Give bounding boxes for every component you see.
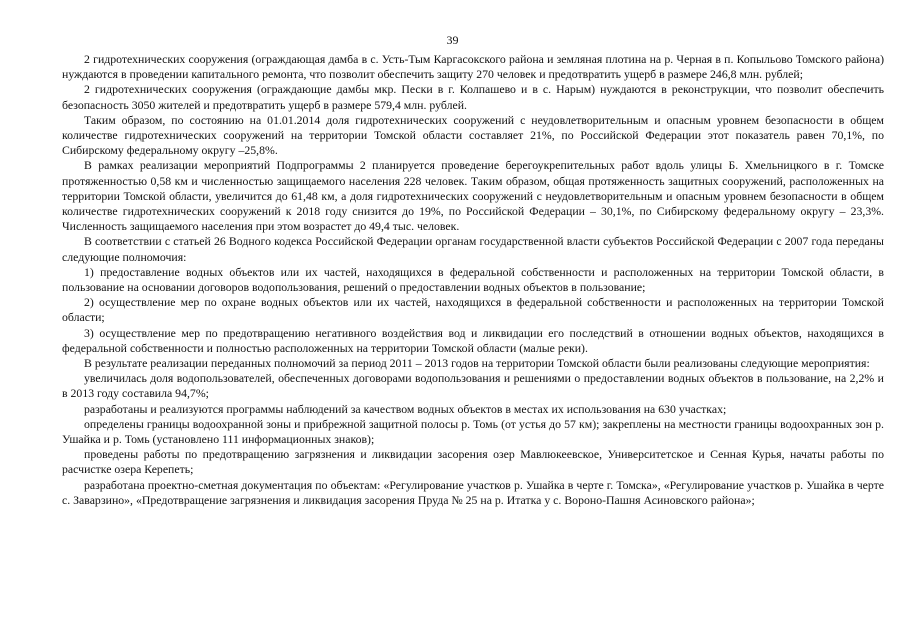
paragraph-3: Таким образом, по состоянию на 01.01.2014 доля гидротехнических сооружений с неудовлетворительным и опасным уровнем безопасности в общем количестве гидротехнических сооружений на территории Томской области составляет 21%, по Российской Федерации этот показатель равен 70,1%, по Сибирскому федеральному округу –25,8%. bbox=[62, 112, 884, 158]
paragraph-4: В рамках реализации мероприятий Подпрограммы 2 планируется проведение берегоукрепительных работ вдоль улицы Б. Хмельницкого в г. Томске протяженностью 0,58 км и численностью защищаемого населения 228 человек. Таким образом, общая протяженность защитных сооружений, расположенных на территории Томской области, увеличится до 61,48 км, а доля гидротехнических сооружений с неудовлетворительным и опасным уровнем безопасности в общем количестве гидротехнических сооружений к 2018 году снизится до 19%, по Российской Федерации – 30,1%, по Сибирскому федеральному округу – 23,3%. Численность защищаемого населения при этом возрастет до 49,4 тыс. человек. bbox=[62, 158, 884, 234]
list-item-2: 2) осуществление мер по охране водных объектов или их частей, находящихся в федеральной собственности и расположенных на территории Томской области; bbox=[62, 295, 884, 325]
paragraph-5: В соответствии с статьей 26 Водного кодекса Российской Федерации органам государственной власти субъектов Российской Федерации с 2007 года переданы следующие полномочия: bbox=[62, 234, 884, 264]
page-number: 39 bbox=[446, 33, 459, 47]
measure-item-1: увеличилась доля водопользователей, обеспеченных договорами водопользования и решениями о предоставлении водных объектов в пользование, на 2,2% и в 2013 году составила 94,7%; bbox=[62, 371, 884, 401]
paragraph-1: 2 гидротехнических сооружения (ограждающая дамба в с. Усть-Тым Каргасокского района и земляная плотина на р. Черная в п. Копыльово Томского района) нуждаются в проведении капитального ремонта, что позволит обеспечить защиту 270 человек и предотвратить ущерб в размере 246,8 млн. рублей; bbox=[62, 52, 884, 82]
measure-item-5: разработана проектно-сметная документация по объектам: «Регулирование участков р. Ушайка в черте г. Томска», «Регулирование участков р. Ушайка в черте с. Заварзино», «Предотвращение загрязнения и ликвидация засорения Пруда № 25 на р. Итатка у с. Вороно-Пашня Асиновского района»; bbox=[62, 477, 884, 507]
list-item-1: 1) предоставление водных объектов или их частей, находящихся в федеральной собственности и расположенных на территории Томской области, в пользование на основании договоров водопользования, решений о предоставлении водных объектов в пользование; bbox=[62, 264, 884, 295]
measure-item-3: определены границы водоохранной зоны и прибрежной защитной полосы р. Томь (от устья до 57 км); закреплены на местности границы водоохранных зон р. Ушайка и р. Томь (установлено 111 информационных знаков); bbox=[62, 416, 884, 447]
measure-item-4: проведены работы по предотвращению загрязнения и ликвидации засорения озер Мавлюкеевское, Университетское и Сенная Курья, начаты работы по расчистке озера Керепеть; bbox=[62, 447, 884, 477]
list-item-3: 3) осуществление мер по предотвращению негативного воздействия вод и ликвидации его последствий в отношении водных объектов, находящихся в федеральной собственности и полностью расположенных на территории Томской области (малые реки). bbox=[62, 325, 884, 355]
paragraph-2: 2 гидротехнических сооружения (ограждающие дамбы мкр. Пески в г. Колпашево и в с. Нарым) нуждаются в реконструкции, что позволит обеспечить безопасность 3050 жителей и предотвратить ущерб в размере 579,4 млн. рублей. bbox=[62, 82, 884, 112]
measure-item-2: разработаны и реализуются программы наблюдений за качеством водных объектов в местах их использования на 630 участках; bbox=[84, 401, 727, 416]
document-body bbox=[62, 52, 884, 508]
paragraph-results: В результате реализации переданных полномочий за период 2011 – 2013 годов на территории Томской области были реализованы следующие мероприятия: bbox=[84, 356, 870, 371]
